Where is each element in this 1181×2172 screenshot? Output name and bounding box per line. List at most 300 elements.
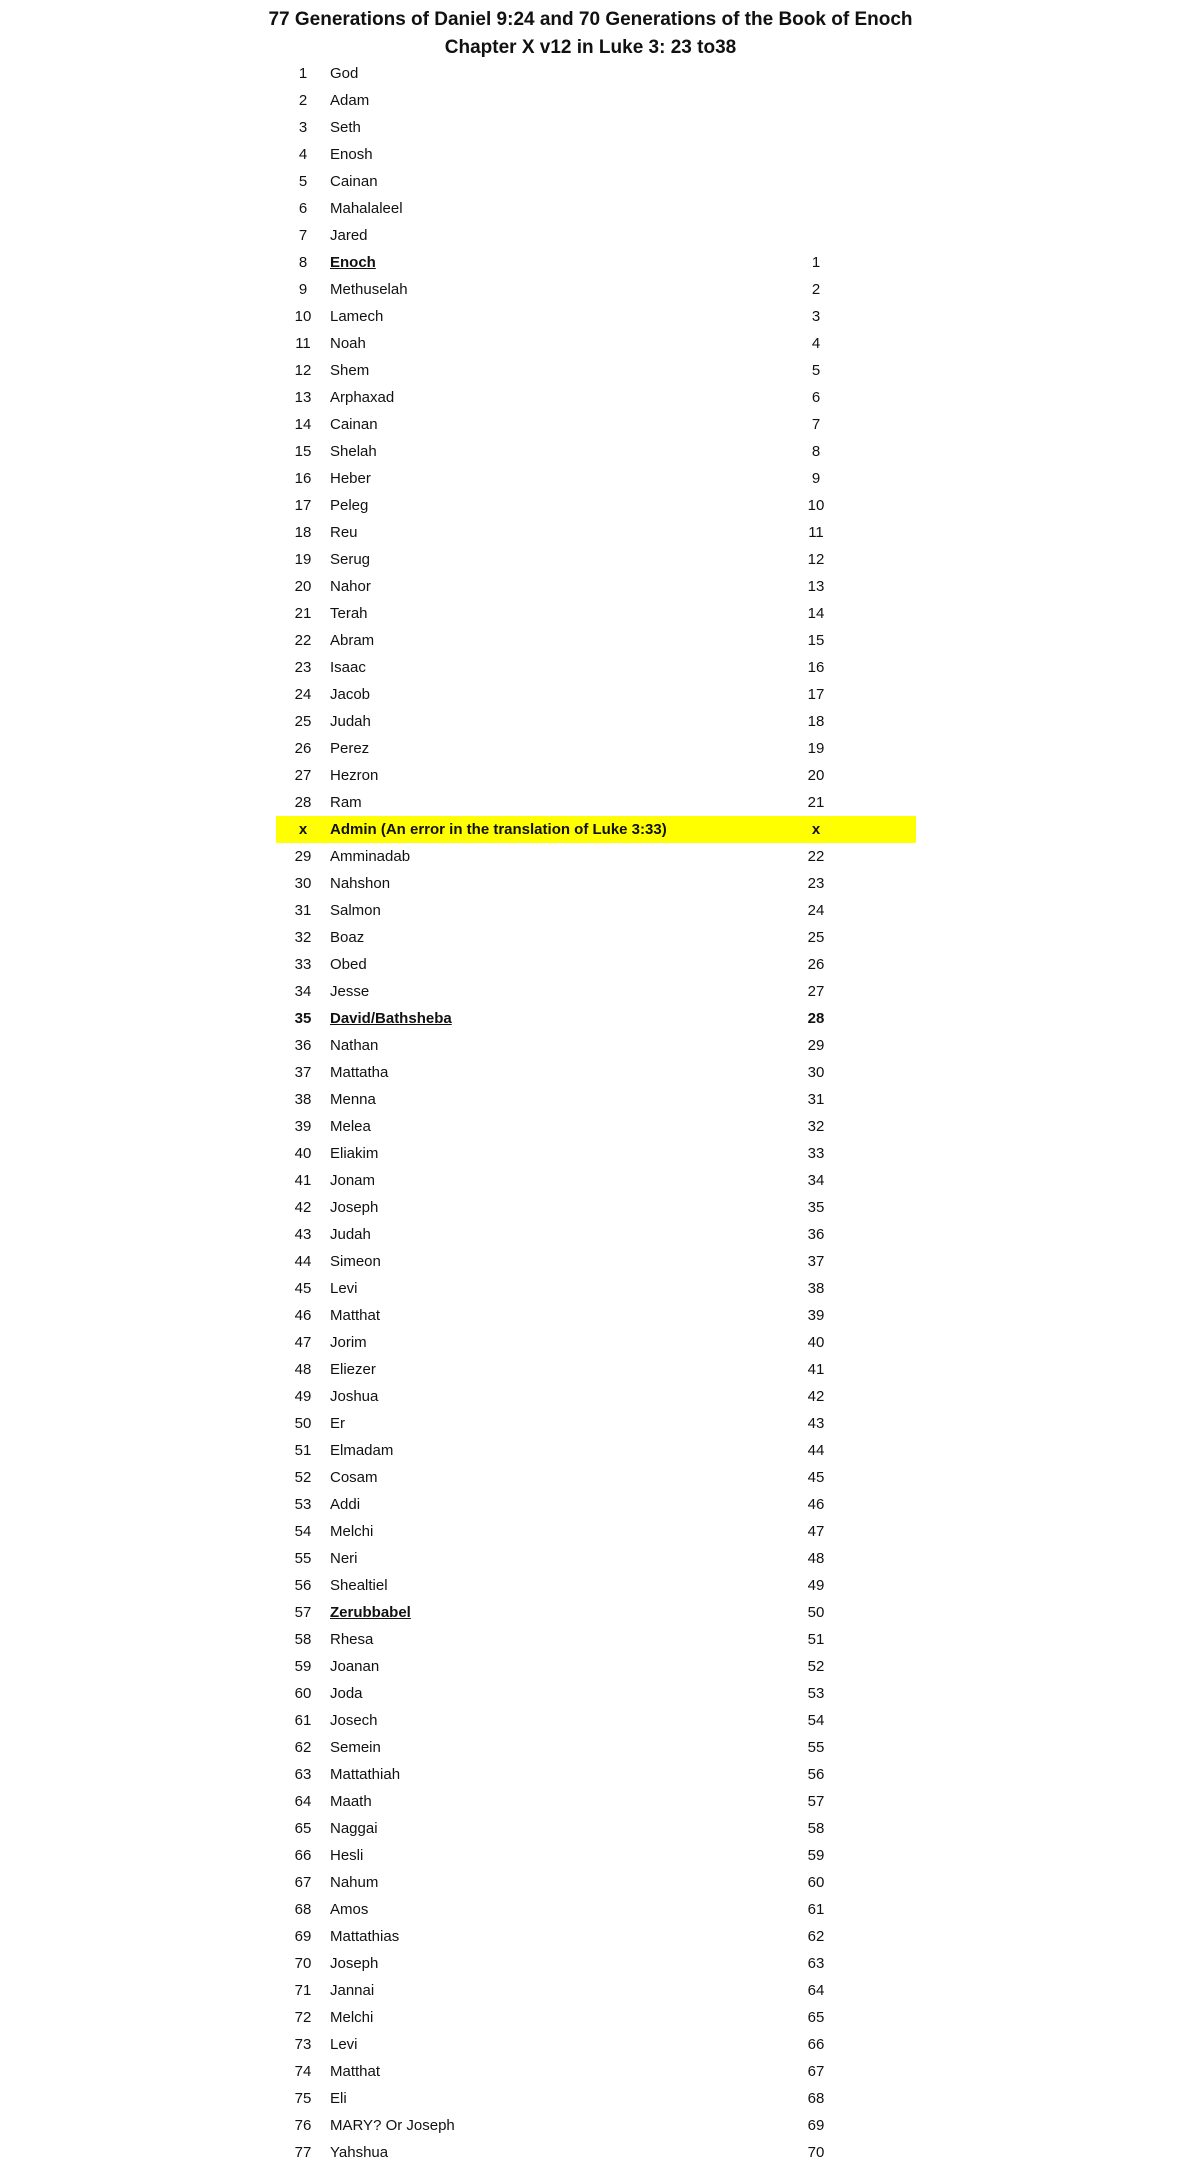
table-row (276, 573, 916, 600)
generation-number: 44 (294, 1253, 312, 1270)
enoch-generation-number: 7 (811, 416, 821, 433)
generation-name: Maath (330, 1793, 372, 1810)
generation-name: Jannai (330, 1982, 375, 1999)
generation-name: Levi (330, 2036, 358, 2053)
generation-name: Joseph (330, 1199, 379, 1216)
generation-number: 17 (294, 497, 312, 514)
generation-name: Nahor (330, 578, 371, 595)
table-row (276, 1410, 916, 1437)
table-row (276, 1923, 916, 1950)
table-row (276, 843, 916, 870)
generation-number: 23 (294, 659, 312, 676)
generation-number: 14 (294, 416, 312, 433)
enoch-generation-number: 17 (807, 686, 825, 703)
generation-number: 26 (294, 740, 312, 757)
generation-number: 43 (294, 1226, 312, 1243)
table-row (276, 1707, 916, 1734)
enoch-generation-number: 50 (807, 1604, 825, 1621)
enoch-generation-number: 67 (807, 2063, 825, 2080)
generation-name: Amos (330, 1901, 369, 1918)
generation-name: Ram (330, 794, 362, 811)
generation-name: Judah (330, 1226, 371, 1243)
generation-number: 77 (294, 2144, 312, 2161)
generation-name: Shelah (330, 443, 377, 460)
table-row (276, 1977, 916, 2004)
enoch-generation-number: 38 (807, 1280, 825, 1297)
table-row (276, 87, 916, 114)
generation-name: Melchi (330, 2009, 374, 2026)
enoch-generation-number: 49 (807, 1577, 825, 1594)
generation-number: 15 (294, 443, 312, 460)
table-row (276, 951, 916, 978)
generation-number: 49 (294, 1388, 312, 1405)
enoch-generation-number: 1 (811, 254, 821, 271)
generation-number: 48 (294, 1361, 312, 1378)
enoch-generation-number: 21 (807, 794, 825, 811)
generation-number: 54 (294, 1523, 312, 1540)
table-row (276, 2058, 916, 2085)
table-row (276, 762, 916, 789)
table-row (276, 1059, 916, 1086)
generation-name: Seth (330, 119, 361, 136)
generation-name: Serug (330, 551, 371, 568)
enoch-generation-number: 31 (807, 1091, 825, 1108)
enoch-generation-number: 66 (807, 2036, 825, 2053)
table-row (276, 1194, 916, 1221)
enoch-generation-number: 4 (811, 335, 821, 352)
enoch-generation-number: 63 (807, 1955, 825, 1972)
enoch-generation-number: 27 (807, 983, 825, 1000)
enoch-generation-number: 34 (807, 1172, 825, 1189)
generation-number: 32 (294, 929, 312, 946)
enoch-generation-number: 11 (808, 524, 824, 541)
enoch-generation-number: 20 (807, 767, 825, 784)
enoch-generation-number: 16 (807, 659, 825, 676)
generation-number: 62 (294, 1739, 312, 1756)
generation-name: Peleg (330, 497, 369, 514)
generation-number: 25 (294, 713, 312, 730)
table-row (276, 1329, 916, 1356)
table-row (276, 1005, 916, 1032)
enoch-generation-number: 32 (807, 1118, 825, 1135)
generation-number: 19 (294, 551, 312, 568)
generation-name: Amminadab (330, 848, 411, 865)
generation-name: Eliezer (330, 1361, 376, 1378)
table-row (276, 600, 916, 627)
generation-number: 30 (294, 875, 312, 892)
enoch-generation-number: 19 (807, 740, 825, 757)
table-row (276, 2085, 916, 2112)
generation-number: 72 (294, 2009, 312, 2026)
enoch-generation-number: 30 (807, 1064, 825, 1081)
table-row (276, 1383, 916, 1410)
generation-number: 1 (298, 65, 308, 82)
enoch-generation-number: 13 (807, 578, 825, 595)
generation-name: Jorim (330, 1334, 367, 1351)
generation-name: Shem (330, 362, 370, 379)
enoch-generation-number: 36 (807, 1226, 825, 1243)
table-row (276, 1842, 916, 1869)
generation-number: 2 (298, 92, 308, 109)
enoch-generation-number: 55 (807, 1739, 825, 1756)
generation-number: 55 (294, 1550, 312, 1567)
table-row (276, 1491, 916, 1518)
table-row (276, 492, 916, 519)
table-row (276, 1734, 916, 1761)
generation-number: 40 (294, 1145, 312, 1162)
generation-number: 75 (294, 2090, 312, 2107)
enoch-generation-number: 40 (807, 1334, 825, 1351)
generation-number: 16 (294, 470, 312, 487)
enoch-generation-number: 47 (807, 1523, 825, 1540)
generation-name: Cainan (330, 173, 378, 190)
table-row (276, 789, 916, 816)
generation-name: Er (330, 1415, 345, 1432)
table-row (276, 1626, 916, 1653)
enoch-generation-number: 3 (811, 308, 821, 325)
generation-number: 37 (294, 1064, 312, 1081)
table-row (276, 195, 916, 222)
generation-number: 58 (294, 1631, 312, 1648)
enoch-generation-number: 44 (807, 1442, 825, 1459)
table-row (276, 627, 916, 654)
generation-number: 27 (294, 767, 312, 784)
generation-name: Boaz (330, 929, 365, 946)
generations-table (276, 60, 916, 2166)
generation-name: Arphaxad (330, 389, 395, 406)
generation-name: Josech (330, 1712, 378, 1729)
generation-number: 60 (294, 1685, 312, 1702)
table-row (276, 1113, 916, 1140)
generation-name: Levi (330, 1280, 358, 1297)
generation-name: Addi (330, 1496, 361, 1513)
enoch-generation-number: 51 (807, 1631, 825, 1648)
table-row (276, 411, 916, 438)
generation-name: Mattatha (330, 1064, 389, 1081)
enoch-generation-number: 52 (807, 1658, 825, 1675)
generation-number: 13 (294, 389, 312, 406)
generation-number: 39 (294, 1118, 312, 1135)
table-row (276, 816, 916, 843)
generation-name: Matthat (330, 1307, 381, 1324)
generation-name: Noah (330, 335, 366, 352)
generation-number: 28 (294, 794, 312, 811)
table-row (276, 1086, 916, 1113)
generation-number: x (298, 821, 308, 838)
table-row (276, 1761, 916, 1788)
generation-name: Nahshon (330, 875, 391, 892)
enoch-generation-number: 64 (807, 1982, 825, 1999)
generation-name: Obed (330, 956, 367, 973)
enoch-generation-number: x (811, 821, 821, 838)
table-row (276, 1599, 916, 1626)
generation-number: 51 (294, 1442, 312, 1459)
enoch-generation-number: 9 (811, 470, 821, 487)
generation-number: 42 (294, 1199, 312, 1216)
enoch-generation-number: 26 (807, 956, 825, 973)
generation-number: 50 (294, 1415, 312, 1432)
table-row (276, 1275, 916, 1302)
table-row (276, 519, 916, 546)
generation-number: 46 (294, 1307, 312, 1324)
table-row (276, 1518, 916, 1545)
generation-number: 64 (294, 1793, 312, 1810)
table-row (276, 438, 916, 465)
table-row (276, 141, 916, 168)
generation-name: Heber (330, 470, 371, 487)
generation-number: 69 (294, 1928, 312, 1945)
generation-number: 11 (295, 335, 311, 352)
generation-number: 66 (294, 1847, 312, 1864)
table-row (276, 1140, 916, 1167)
generation-name: Admin (An error in the translation of Luke 3:33) (330, 821, 667, 838)
enoch-generation-number: 42 (807, 1388, 825, 1405)
generation-name: Zerubbabel (330, 1604, 411, 1621)
generation-number: 10 (294, 308, 312, 325)
enoch-generation-number: 58 (807, 1820, 825, 1837)
generation-number: 57 (294, 1604, 312, 1621)
generation-name: Naggai (330, 1820, 378, 1837)
generation-name: MARY? Or Joseph (330, 2117, 455, 2134)
table-row (276, 1950, 916, 1977)
generation-number: 6 (298, 200, 308, 217)
table-row (276, 249, 916, 276)
enoch-generation-number: 70 (807, 2144, 825, 2161)
generation-number: 56 (294, 1577, 312, 1594)
enoch-generation-number: 45 (807, 1469, 825, 1486)
generation-name: Cosam (330, 1469, 378, 1486)
generation-name: Rhesa (330, 1631, 374, 1648)
table-row (276, 1545, 916, 1572)
generation-name: Mahalaleel (330, 200, 403, 217)
enoch-generation-number: 29 (807, 1037, 825, 1054)
enoch-generation-number: 12 (807, 551, 825, 568)
enoch-generation-number: 41 (807, 1361, 825, 1378)
generation-number: 65 (294, 1820, 312, 1837)
generation-name: Enosh (330, 146, 373, 163)
generation-number: 22 (294, 632, 312, 649)
generation-number: 70 (294, 1955, 312, 1972)
generation-name: Judah (330, 713, 371, 730)
generation-number: 7 (298, 227, 308, 244)
table-row (276, 2004, 916, 2031)
table-row (276, 1248, 916, 1275)
generation-name: Elmadam (330, 1442, 394, 1459)
table-row (276, 1572, 916, 1599)
generation-name: Joanan (330, 1658, 380, 1675)
title-line-2: Chapter X v12 in Luke 3: 23 to38 (444, 37, 737, 58)
enoch-generation-number: 24 (807, 902, 825, 919)
generation-number: 38 (294, 1091, 312, 1108)
generation-number: 59 (294, 1658, 312, 1675)
generation-number: 68 (294, 1901, 312, 1918)
table-row (276, 168, 916, 195)
enoch-generation-number: 60 (807, 1874, 825, 1891)
generation-name: Enoch (330, 254, 376, 271)
generation-name: Neri (330, 1550, 358, 1567)
generation-name: Salmon (330, 902, 381, 919)
enoch-generation-number: 33 (807, 1145, 825, 1162)
table-row (276, 303, 916, 330)
enoch-generation-number: 23 (807, 875, 825, 892)
table-row (276, 2031, 916, 2058)
enoch-generation-number: 43 (807, 1415, 825, 1432)
generation-number: 31 (294, 902, 312, 919)
table-row (276, 276, 916, 303)
generation-number: 36 (294, 1037, 312, 1054)
generation-name: Cainan (330, 416, 378, 433)
generation-name: Joda (330, 1685, 363, 1702)
generation-number: 21 (294, 605, 312, 622)
table-row (276, 357, 916, 384)
generation-name: Jacob (330, 686, 371, 703)
table-row (276, 1869, 916, 1896)
generation-name: Yahshua (330, 2144, 389, 2161)
enoch-generation-number: 8 (811, 443, 821, 460)
enoch-generation-number: 5 (811, 362, 821, 379)
generation-name: Joshua (330, 1388, 379, 1405)
enoch-generation-number: 25 (807, 929, 825, 946)
generation-number: 63 (294, 1766, 312, 1783)
generation-name: Methuselah (330, 281, 408, 298)
enoch-generation-number: 14 (807, 605, 825, 622)
table-row (276, 708, 916, 735)
enoch-generation-number: 46 (807, 1496, 825, 1513)
generation-number: 45 (294, 1280, 312, 1297)
enoch-generation-number: 54 (807, 1712, 825, 1729)
generation-name: Isaac (330, 659, 366, 676)
title-line-1: 77 Generations of Daniel 9:24 and 70 Generations of the Book of Enoch (268, 9, 913, 30)
generation-number: 67 (294, 1874, 312, 1891)
generation-name: Perez (330, 740, 370, 757)
table-row (276, 2112, 916, 2139)
table-row (276, 330, 916, 357)
generation-number: 41 (294, 1172, 312, 1189)
generation-number: 24 (294, 686, 312, 703)
enoch-generation-number: 6 (811, 389, 821, 406)
page-title (0, 6, 1181, 62)
table-row (276, 735, 916, 762)
enoch-generation-number: 59 (807, 1847, 825, 1864)
table-row (276, 1896, 916, 1923)
table-row (276, 384, 916, 411)
table-row (276, 60, 916, 87)
enoch-generation-number: 10 (807, 497, 825, 514)
generation-name: Joseph (330, 1955, 379, 1972)
generation-name: Eli (330, 2090, 347, 2107)
table-row (276, 1464, 916, 1491)
enoch-generation-number: 53 (807, 1685, 825, 1702)
generation-number: 74 (294, 2063, 312, 2080)
enoch-generation-number: 62 (807, 1928, 825, 1945)
table-row (276, 1815, 916, 1842)
table-row (276, 897, 916, 924)
generation-name: Melea (330, 1118, 371, 1135)
generation-number: 9 (298, 281, 308, 298)
generation-name: Mattathias (330, 1928, 400, 1945)
table-row (276, 681, 916, 708)
table-row (276, 1437, 916, 1464)
generation-name: Nahum (330, 1874, 379, 1891)
generation-number: 18 (294, 524, 312, 541)
table-row (276, 1032, 916, 1059)
generation-name: Jared (330, 227, 368, 244)
generation-name: Jesse (330, 983, 370, 1000)
enoch-generation-number: 28 (807, 1010, 825, 1027)
generation-number: 20 (294, 578, 312, 595)
enoch-generation-number: 15 (807, 632, 825, 649)
table-row (276, 1302, 916, 1329)
generation-number: 35 (294, 1010, 312, 1027)
table-row (276, 1356, 916, 1383)
generation-number: 47 (294, 1334, 312, 1351)
table-row (276, 924, 916, 951)
generation-number: 12 (294, 362, 312, 379)
generation-number: 53 (294, 1496, 312, 1513)
enoch-generation-number: 37 (807, 1253, 825, 1270)
table-row (276, 114, 916, 141)
generation-number: 33 (294, 956, 312, 973)
generation-number: 29 (294, 848, 312, 865)
generation-name: Abram (330, 632, 375, 649)
enoch-generation-number: 35 (807, 1199, 825, 1216)
table-row (276, 978, 916, 1005)
generation-name: Simeon (330, 1253, 381, 1270)
generation-name: Lamech (330, 308, 384, 325)
generation-number: 61 (294, 1712, 312, 1729)
generation-name: Shealtiel (330, 1577, 388, 1594)
generation-number: 76 (294, 2117, 312, 2134)
generation-name: Terah (330, 605, 368, 622)
table-row (276, 1653, 916, 1680)
table-row (276, 546, 916, 573)
generation-name: Hesli (330, 1847, 364, 1864)
enoch-generation-number: 39 (807, 1307, 825, 1324)
enoch-generation-number: 69 (807, 2117, 825, 2134)
generation-name: God (330, 65, 359, 82)
generation-name: Reu (330, 524, 358, 541)
generation-name: Hezron (330, 767, 379, 784)
generation-number: 4 (298, 146, 308, 163)
enoch-generation-number: 56 (807, 1766, 825, 1783)
generation-number: 8 (298, 254, 308, 271)
generation-name: Semein (330, 1739, 381, 1756)
table-row (276, 654, 916, 681)
table-row (276, 2139, 916, 2166)
generation-name: Jonam (330, 1172, 376, 1189)
generation-number: 3 (298, 119, 308, 136)
table-row (276, 465, 916, 492)
generation-name: Eliakim (330, 1145, 379, 1162)
enoch-generation-number: 22 (807, 848, 825, 865)
table-row (276, 870, 916, 897)
generation-number: 34 (294, 983, 312, 1000)
generation-name: Adam (330, 92, 370, 109)
table-row (276, 222, 916, 249)
enoch-generation-number: 57 (807, 1793, 825, 1810)
generation-name: Menna (330, 1091, 376, 1108)
generation-name: Nathan (330, 1037, 379, 1054)
generation-name: Mattathiah (330, 1766, 401, 1783)
generation-name: Melchi (330, 1523, 374, 1540)
generation-number: 71 (294, 1982, 312, 1999)
generation-name: David/Bathsheba (330, 1010, 452, 1027)
enoch-generation-number: 65 (807, 2009, 825, 2026)
generation-name: Matthat (330, 2063, 381, 2080)
enoch-generation-number: 61 (807, 1901, 825, 1918)
table-row (276, 1167, 916, 1194)
generation-number: 73 (294, 2036, 312, 2053)
